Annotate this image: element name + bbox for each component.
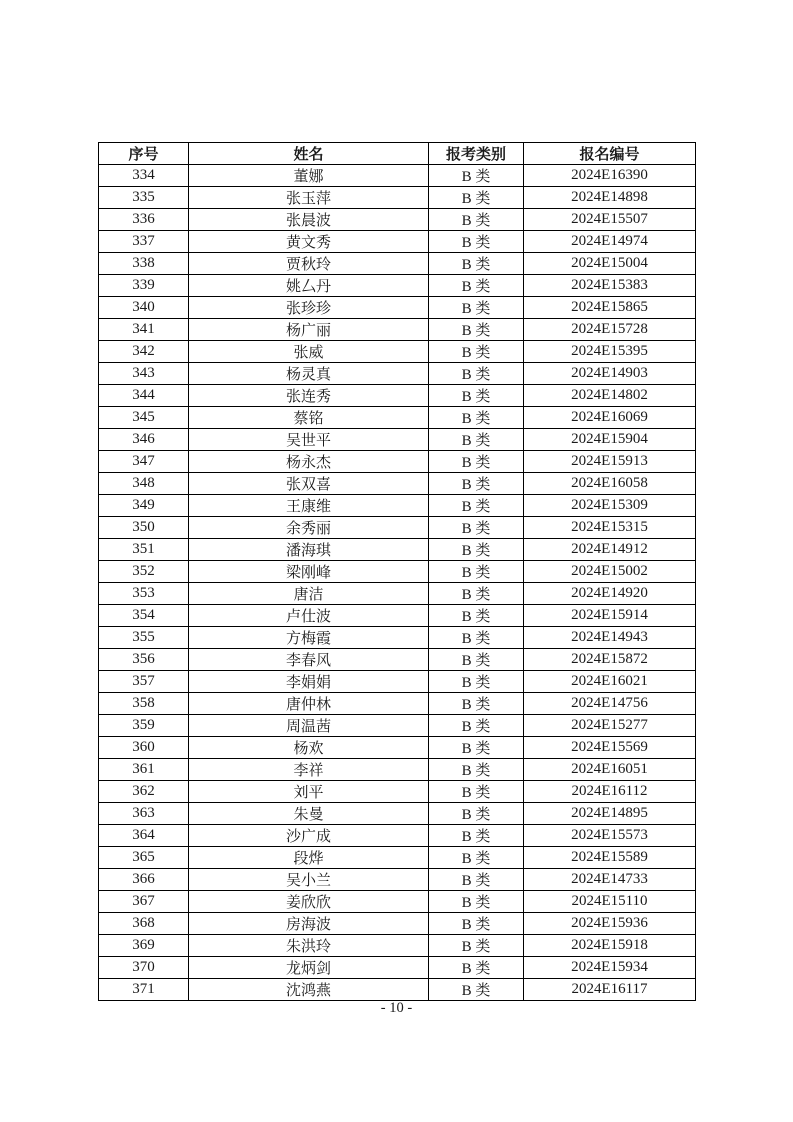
table-row: [99, 407, 696, 429]
cell-name: 梁刚峰: [189, 561, 429, 583]
cell-registration-number: 2024E14920: [524, 583, 696, 605]
cell-exam-category: B 类: [429, 913, 524, 935]
table-row: [99, 957, 696, 979]
table-row: [99, 583, 696, 605]
cell-exam-category: B 类: [429, 363, 524, 385]
table-row: [99, 297, 696, 319]
cell-exam-category: B 类: [429, 341, 524, 363]
cell-name: 王康维: [189, 495, 429, 517]
table-row: [99, 451, 696, 473]
cell-name: 吴小兰: [189, 869, 429, 891]
column-header-registration-number: 报名编号: [524, 143, 696, 165]
cell-name: 李春风: [189, 649, 429, 671]
cell-serial-number: 363: [99, 803, 189, 825]
cell-serial-number: 334: [99, 165, 189, 187]
cell-registration-number: 2024E15573: [524, 825, 696, 847]
cell-name: 房海波: [189, 913, 429, 935]
cell-exam-category: B 类: [429, 781, 524, 803]
table-row: [99, 363, 696, 385]
cell-name: 杨欢: [189, 737, 429, 759]
cell-registration-number: 2024E15569: [524, 737, 696, 759]
cell-serial-number: 343: [99, 363, 189, 385]
cell-serial-number: 366: [99, 869, 189, 891]
cell-exam-category: B 类: [429, 275, 524, 297]
table-row: [99, 781, 696, 803]
column-header-name: 姓名: [189, 143, 429, 165]
cell-exam-category: B 类: [429, 693, 524, 715]
table-row: [99, 517, 696, 539]
cell-exam-category: B 类: [429, 319, 524, 341]
cell-exam-category: B 类: [429, 561, 524, 583]
column-header-exam-category: 报考类别: [429, 143, 524, 165]
cell-serial-number: 365: [99, 847, 189, 869]
cell-registration-number: 2024E16069: [524, 407, 696, 429]
cell-serial-number: 353: [99, 583, 189, 605]
cell-registration-number: 2024E15315: [524, 517, 696, 539]
cell-exam-category: B 类: [429, 847, 524, 869]
cell-name: 张晨波: [189, 209, 429, 231]
cell-serial-number: 362: [99, 781, 189, 803]
cell-serial-number: 359: [99, 715, 189, 737]
cell-serial-number: 342: [99, 341, 189, 363]
cell-registration-number: 2024E15914: [524, 605, 696, 627]
table-row: [99, 473, 696, 495]
table-row: [99, 253, 696, 275]
cell-exam-category: B 类: [429, 891, 524, 913]
cell-exam-category: B 类: [429, 297, 524, 319]
cell-name: 刘平: [189, 781, 429, 803]
table-row: [99, 979, 696, 1001]
cell-name: 姜欣欣: [189, 891, 429, 913]
cell-registration-number: 2024E14733: [524, 869, 696, 891]
column-header-serial-number: 序号: [99, 143, 189, 165]
table-row: [99, 671, 696, 693]
cell-exam-category: B 类: [429, 187, 524, 209]
cell-serial-number: 344: [99, 385, 189, 407]
cell-serial-number: 348: [99, 473, 189, 495]
cell-exam-category: B 类: [429, 825, 524, 847]
cell-name: 段烨: [189, 847, 429, 869]
cell-name: 黄文秀: [189, 231, 429, 253]
table-body: [99, 165, 696, 1001]
cell-name: 杨广丽: [189, 319, 429, 341]
cell-serial-number: 368: [99, 913, 189, 935]
cell-registration-number: 2024E15918: [524, 935, 696, 957]
cell-name: 方梅霞: [189, 627, 429, 649]
table-row: [99, 605, 696, 627]
cell-registration-number: 2024E15383: [524, 275, 696, 297]
cell-serial-number: 345: [99, 407, 189, 429]
cell-name: 张玉萍: [189, 187, 429, 209]
cell-exam-category: B 类: [429, 583, 524, 605]
cell-exam-category: B 类: [429, 451, 524, 473]
cell-registration-number: 2024E15934: [524, 957, 696, 979]
cell-registration-number: 2024E16117: [524, 979, 696, 1001]
cell-registration-number: 2024E16021: [524, 671, 696, 693]
table-row: [99, 231, 696, 253]
cell-registration-number: 2024E16390: [524, 165, 696, 187]
table-row: [99, 341, 696, 363]
table-row: [99, 869, 696, 891]
cell-serial-number: 354: [99, 605, 189, 627]
registration-list-table: [98, 142, 696, 1001]
cell-exam-category: B 类: [429, 979, 524, 1001]
page-number: - 10 -: [380, 1000, 413, 1016]
table-row: [99, 165, 696, 187]
cell-registration-number: 2024E15589: [524, 847, 696, 869]
cell-name: 朱曼: [189, 803, 429, 825]
cell-registration-number: 2024E14912: [524, 539, 696, 561]
cell-name: 卢仕波: [189, 605, 429, 627]
cell-registration-number: 2024E14756: [524, 693, 696, 715]
table-row: [99, 737, 696, 759]
table-row: [99, 561, 696, 583]
cell-exam-category: B 类: [429, 869, 524, 891]
cell-name: 李娟娟: [189, 671, 429, 693]
cell-registration-number: 2024E16058: [524, 473, 696, 495]
cell-name: 龙炳剑: [189, 957, 429, 979]
cell-registration-number: 2024E15865: [524, 297, 696, 319]
cell-name: 张珍珍: [189, 297, 429, 319]
cell-serial-number: 347: [99, 451, 189, 473]
cell-serial-number: 357: [99, 671, 189, 693]
cell-name: 沙广成: [189, 825, 429, 847]
table-row: [99, 495, 696, 517]
cell-name: 杨永杰: [189, 451, 429, 473]
table-row: [99, 539, 696, 561]
table-row: [99, 891, 696, 913]
table-row: [99, 275, 696, 297]
cell-serial-number: 337: [99, 231, 189, 253]
cell-name: 周温茜: [189, 715, 429, 737]
cell-serial-number: 371: [99, 979, 189, 1001]
cell-name: 吴世平: [189, 429, 429, 451]
cell-exam-category: B 类: [429, 649, 524, 671]
cell-serial-number: 360: [99, 737, 189, 759]
cell-name: 朱洪玲: [189, 935, 429, 957]
cell-exam-category: B 类: [429, 473, 524, 495]
cell-registration-number: 2024E16051: [524, 759, 696, 781]
cell-registration-number: 2024E15913: [524, 451, 696, 473]
table-row: [99, 847, 696, 869]
cell-exam-category: B 类: [429, 495, 524, 517]
table-row: [99, 627, 696, 649]
cell-name: 潘海琪: [189, 539, 429, 561]
table-row: [99, 319, 696, 341]
cell-serial-number: 341: [99, 319, 189, 341]
cell-registration-number: 2024E14802: [524, 385, 696, 407]
cell-name: 蔡铭: [189, 407, 429, 429]
cell-exam-category: B 类: [429, 759, 524, 781]
cell-serial-number: 335: [99, 187, 189, 209]
cell-serial-number: 370: [99, 957, 189, 979]
table-row: [99, 913, 696, 935]
cell-exam-category: B 类: [429, 803, 524, 825]
cell-exam-category: B 类: [429, 605, 524, 627]
cell-serial-number: 361: [99, 759, 189, 781]
table-row: [99, 693, 696, 715]
cell-serial-number: 338: [99, 253, 189, 275]
cell-serial-number: 349: [99, 495, 189, 517]
cell-name: 余秀丽: [189, 517, 429, 539]
cell-serial-number: 336: [99, 209, 189, 231]
cell-registration-number: 2024E15110: [524, 891, 696, 913]
cell-name: 张双喜: [189, 473, 429, 495]
cell-exam-category: B 类: [429, 429, 524, 451]
cell-registration-number: 2024E15395: [524, 341, 696, 363]
cell-serial-number: 364: [99, 825, 189, 847]
cell-exam-category: B 类: [429, 253, 524, 275]
cell-registration-number: 2024E15872: [524, 649, 696, 671]
cell-exam-category: B 类: [429, 517, 524, 539]
table-row: [99, 935, 696, 957]
cell-serial-number: 351: [99, 539, 189, 561]
cell-name: 李祥: [189, 759, 429, 781]
cell-serial-number: 352: [99, 561, 189, 583]
table-header-row: [99, 143, 696, 165]
table-row: [99, 385, 696, 407]
cell-serial-number: 367: [99, 891, 189, 913]
cell-serial-number: 358: [99, 693, 189, 715]
cell-exam-category: B 类: [429, 231, 524, 253]
cell-name: 贾秋玲: [189, 253, 429, 275]
cell-serial-number: 355: [99, 627, 189, 649]
cell-registration-number: 2024E15904: [524, 429, 696, 451]
cell-exam-category: B 类: [429, 407, 524, 429]
cell-registration-number: 2024E14903: [524, 363, 696, 385]
cell-serial-number: 346: [99, 429, 189, 451]
cell-registration-number: 2024E14943: [524, 627, 696, 649]
cell-serial-number: 339: [99, 275, 189, 297]
cell-name: 张威: [189, 341, 429, 363]
cell-exam-category: B 类: [429, 627, 524, 649]
cell-serial-number: 356: [99, 649, 189, 671]
cell-name: 沈鸿燕: [189, 979, 429, 1001]
cell-name: 唐洁: [189, 583, 429, 605]
cell-exam-category: B 类: [429, 737, 524, 759]
cell-registration-number: 2024E15277: [524, 715, 696, 737]
cell-exam-category: B 类: [429, 385, 524, 407]
cell-name: 姚厶丹: [189, 275, 429, 297]
table-row: [99, 649, 696, 671]
cell-serial-number: 340: [99, 297, 189, 319]
cell-registration-number: 2024E15507: [524, 209, 696, 231]
cell-exam-category: B 类: [429, 539, 524, 561]
cell-name: 唐仲林: [189, 693, 429, 715]
cell-registration-number: 2024E14974: [524, 231, 696, 253]
table-row: [99, 803, 696, 825]
table-row: [99, 825, 696, 847]
cell-registration-number: 2024E15728: [524, 319, 696, 341]
cell-name: 杨灵真: [189, 363, 429, 385]
table-row: [99, 187, 696, 209]
cell-serial-number: 369: [99, 935, 189, 957]
cell-exam-category: B 类: [429, 165, 524, 187]
cell-registration-number: 2024E15004: [524, 253, 696, 275]
cell-registration-number: 2024E16112: [524, 781, 696, 803]
cell-name: 董娜: [189, 165, 429, 187]
cell-name: 张连秀: [189, 385, 429, 407]
cell-exam-category: B 类: [429, 957, 524, 979]
table-row: [99, 209, 696, 231]
cell-registration-number: 2024E14898: [524, 187, 696, 209]
cell-serial-number: 350: [99, 517, 189, 539]
cell-registration-number: 2024E15936: [524, 913, 696, 935]
cell-exam-category: B 类: [429, 935, 524, 957]
cell-registration-number: 2024E15309: [524, 495, 696, 517]
table-row: [99, 759, 696, 781]
cell-registration-number: 2024E14895: [524, 803, 696, 825]
table-row: [99, 715, 696, 737]
cell-exam-category: B 类: [429, 671, 524, 693]
cell-exam-category: B 类: [429, 209, 524, 231]
cell-registration-number: 2024E15002: [524, 561, 696, 583]
cell-exam-category: B 类: [429, 715, 524, 737]
table-row: [99, 429, 696, 451]
